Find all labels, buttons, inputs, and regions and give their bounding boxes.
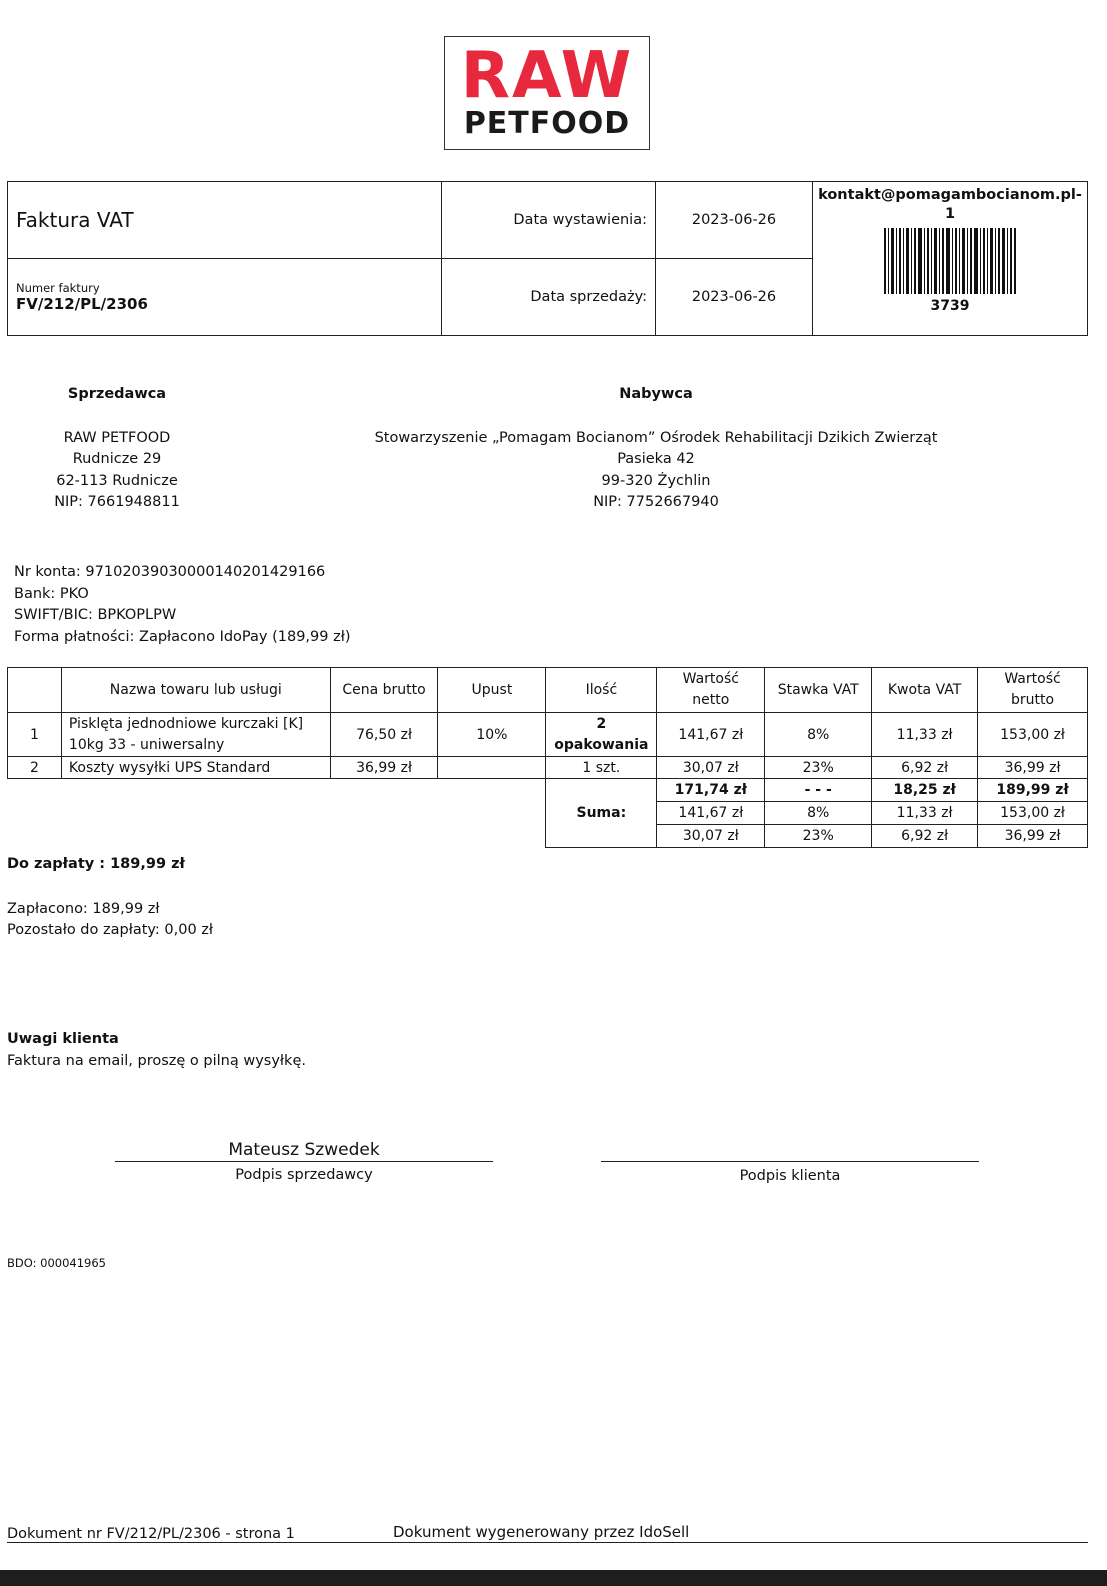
invoice-header-table	[7, 181, 1088, 336]
buyer-street: Pasieka 42	[617, 451, 695, 467]
payment-method: Forma płatności: Zapłacono IdoPay (189,99 zł)	[14, 628, 351, 645]
col-qty: Ilość	[546, 668, 657, 713]
buyer-heading: Nabywca	[619, 386, 693, 402]
row-qty-l2: opakowania	[554, 736, 649, 753]
amount-to-pay: Do zapłaty : 189,99 zł	[7, 856, 185, 872]
row-vat-rate: 23%	[765, 757, 872, 779]
buyer-name: Stowarzyszenie „Pomagam Bocianom” Ośrodek Rehabilitacji Dzikich Zwierząt	[374, 429, 938, 446]
sum-gross: 36,99 zł	[978, 825, 1088, 848]
col-vat-rate: Stawka VAT	[765, 668, 872, 713]
seller-signature-name: Mateusz Szwedek	[228, 1140, 380, 1160]
col-no	[8, 668, 62, 713]
col-discount: Upust	[438, 668, 546, 713]
row-gross: 153,00 zł	[978, 713, 1088, 757]
row-no: 2	[8, 757, 62, 779]
col-vat-amount: Kwota VAT	[872, 668, 978, 713]
row-gross: 36,99 zł	[978, 757, 1088, 779]
payment-info	[14, 562, 350, 648]
items-table	[7, 667, 1088, 848]
seller-signature-line	[115, 1161, 493, 1162]
seller-city: 62-113 Rudnicze	[56, 472, 178, 489]
row-price: 76,50 zł	[330, 713, 438, 757]
sum-label: Suma:	[546, 779, 657, 848]
sale-date-label: Data sprzedaży:	[442, 259, 656, 336]
buyer-nip: NIP: 7752667940	[593, 494, 719, 510]
sum-vat-amount: 18,25 zł	[872, 779, 978, 802]
client-signature-line	[601, 1161, 979, 1162]
sum-vat-rate: - - -	[765, 779, 872, 802]
logo-line-petfood: PETFOOD	[463, 106, 631, 141]
buyer-block	[340, 384, 972, 514]
col-gross-l2: brutto	[1010, 692, 1055, 708]
row-name-l1: Pisklęta jednodniowe kurczaki [K]	[68, 715, 304, 732]
client-signature-label: Podpis klienta	[739, 1168, 841, 1184]
sum-net: 30,07 zł	[657, 825, 765, 848]
bank-name: Bank: PKO	[14, 585, 89, 602]
col-gross	[978, 668, 1088, 713]
seller-heading: Sprzedawca	[67, 386, 167, 402]
seller-nip: NIP: 7661948811	[54, 494, 180, 510]
barcode-image	[884, 228, 1016, 294]
sum-vat-rate: 23%	[765, 825, 872, 848]
invoice-title: Faktura VAT	[16, 208, 134, 232]
amount-paid: Zapłacono: 189,99 zł	[7, 901, 160, 917]
seller-signature-label: Podpis sprzedawcy	[235, 1167, 373, 1183]
seller-street: Rudnicze 29	[72, 451, 162, 467]
barcode-email: kontakt@pomagambocianom.pl-1	[818, 187, 1082, 222]
seller-name: RAW PETFOOD	[63, 429, 171, 446]
row-no: 1	[8, 713, 62, 757]
row-net: 30,07 zł	[657, 757, 765, 779]
table-row	[8, 713, 1088, 757]
row-vat-rate: 8%	[765, 713, 872, 757]
sum-net: 141,67 zł	[657, 802, 765, 825]
notes-heading: Uwagi klienta	[7, 1031, 119, 1047]
footer-line	[7, 1542, 1088, 1543]
amount-remaining: Pozostało do zapłaty: 0,00 zł	[7, 922, 214, 938]
sum-spacer	[8, 779, 546, 802]
sum-row-total	[8, 779, 1088, 802]
col-name: Nazwa towaru lub usługi	[61, 668, 330, 713]
company-logo	[444, 36, 650, 150]
sum-spacer	[8, 802, 546, 825]
footer-document-number: Dokument nr FV/212/PL/2306 - strona 1	[7, 1526, 295, 1542]
logo-line-raw: RAW	[460, 39, 634, 113]
seller-block	[20, 384, 214, 514]
bottom-bar	[0, 1570, 1107, 1586]
invoice-number-label: Numer faktury	[16, 281, 100, 295]
row-name: Koszty wysyłki UPS Standard	[61, 757, 330, 779]
row-qty: 1 szt.	[546, 757, 657, 779]
row-discount: 10%	[438, 713, 546, 757]
invoice-title-cell	[8, 182, 442, 259]
row-qty-l1: 2	[596, 715, 607, 732]
row-name	[61, 713, 330, 757]
col-net-l2: netto	[692, 692, 730, 708]
invoice-number: FV/212/PL/2306	[16, 295, 148, 313]
sale-date-value: 2023-06-26	[656, 259, 813, 336]
bank-account: Nr konta: 97102039030000140201429166	[14, 564, 326, 580]
swift-code: SWIFT/BIC: BPKOPLPW	[14, 607, 177, 623]
issue-date-value: 2023-06-26	[656, 182, 813, 259]
col-gross-l1: Wartość	[1004, 671, 1061, 687]
col-price: Cena brutto	[330, 668, 438, 713]
row-name-l2: 10kg 33 - uniwersalny	[68, 736, 225, 753]
barcode-cell	[813, 182, 1088, 336]
footer-generated-by: Dokument wygenerowany przez IdoSell	[393, 1523, 690, 1541]
sum-vat-amount: 6,92 zł	[872, 825, 978, 848]
sum-vat-amount: 11,33 zł	[872, 802, 978, 825]
sum-net: 171,74 zł	[657, 779, 765, 802]
col-net-l1: Wartość	[682, 671, 739, 687]
table-row	[8, 757, 1088, 779]
buyer-city: 99-320 Żychlin	[601, 472, 711, 489]
sum-gross: 189,99 zł	[978, 779, 1088, 802]
row-vat-amount: 11,33 zł	[872, 713, 978, 757]
row-net: 141,67 zł	[657, 713, 765, 757]
notes-text: Faktura na email, proszę o pilną wysyłkę.	[7, 1053, 306, 1069]
row-vat-amount: 6,92 zł	[872, 757, 978, 779]
row-price: 36,99 zł	[330, 757, 438, 779]
sum-vat-rate: 8%	[765, 802, 872, 825]
sum-gross: 153,00 zł	[978, 802, 1088, 825]
sum-spacer	[8, 825, 546, 848]
bdo-number: BDO: 000041965	[7, 1256, 106, 1270]
row-qty	[546, 713, 657, 757]
customer-notes	[7, 1028, 306, 1072]
row-discount	[438, 757, 546, 779]
issue-date-label: Data wystawienia:	[442, 182, 656, 259]
items-header-row	[8, 668, 1088, 713]
payment-status	[7, 899, 213, 941]
invoice-number-cell	[8, 259, 442, 336]
barcode-number: 3739	[930, 298, 970, 314]
col-net	[657, 668, 765, 713]
